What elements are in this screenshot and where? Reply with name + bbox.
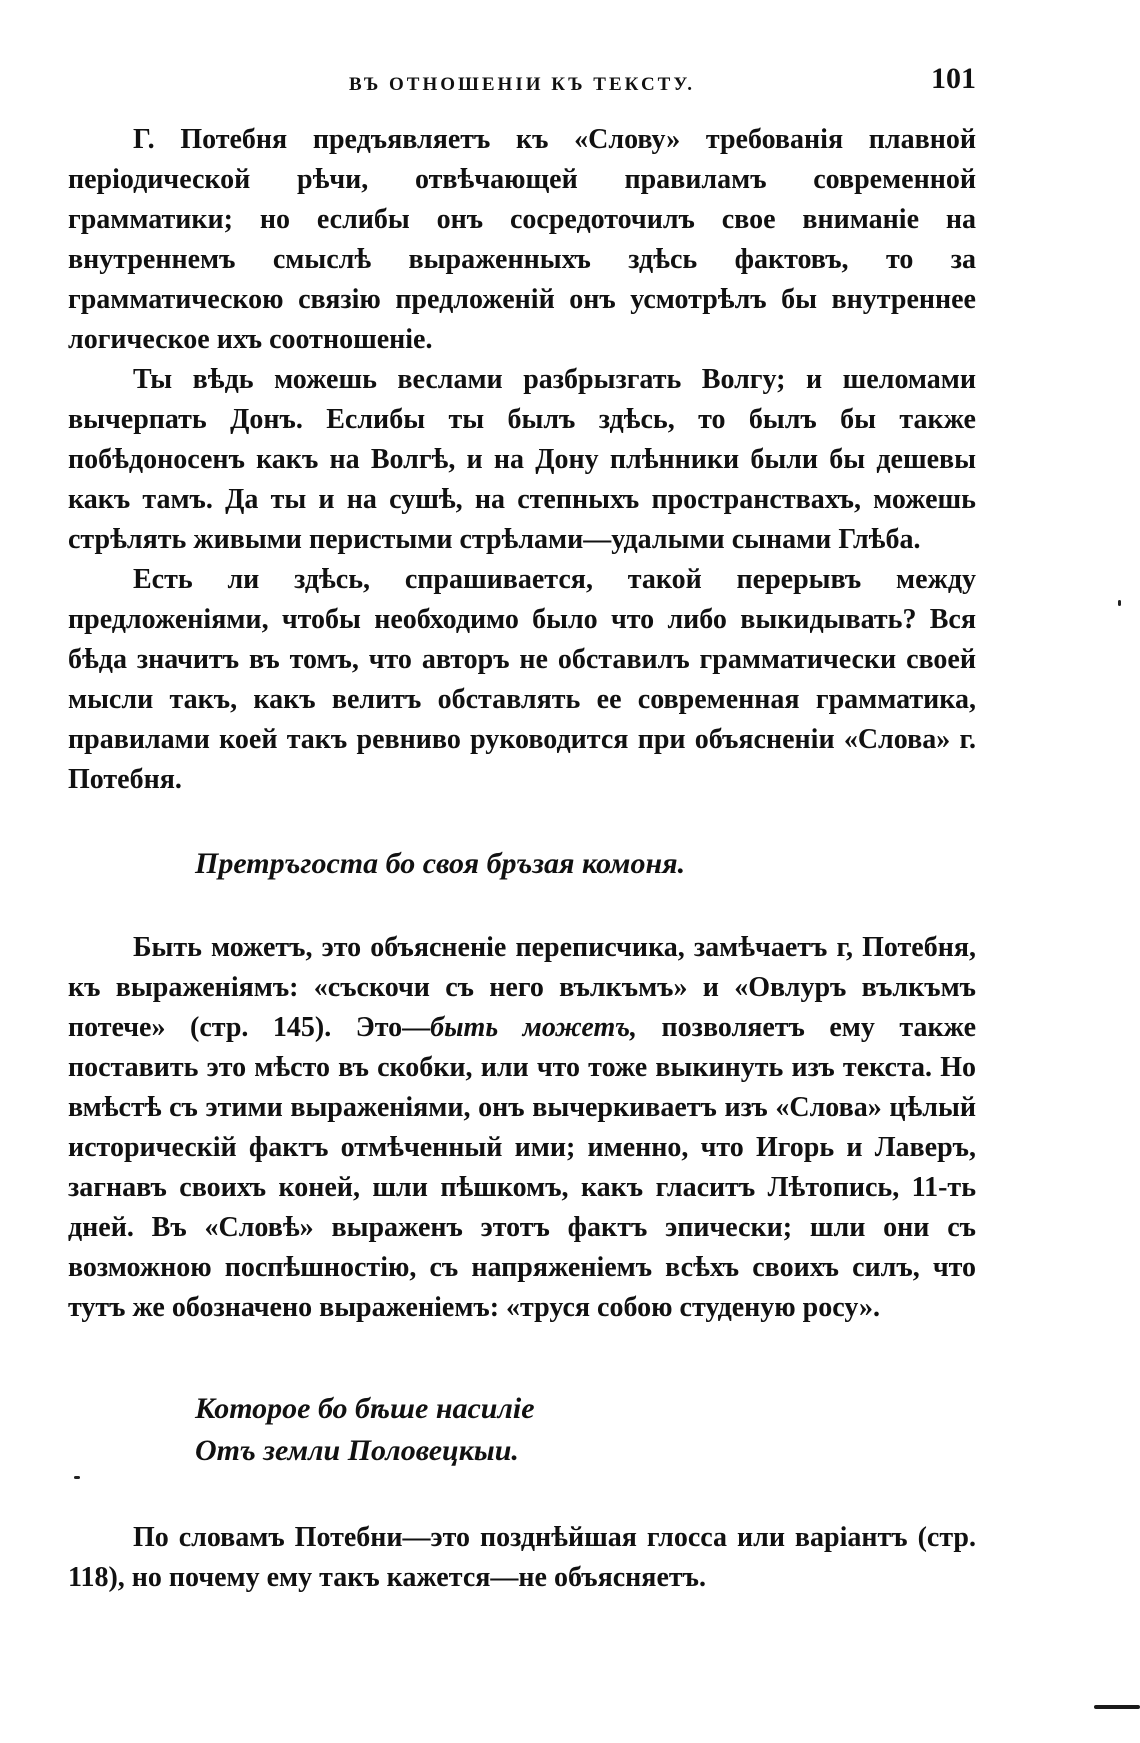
paragraph-4-part-a: Быть можетъ, это объясненіе переписчика, замѣчаетъ г, Потебня, къ выраженіямъ: «съскочи съ него вълкъмъ» и «Овлуръ вълкъмъ потече» (стр. 145). Это— [68, 932, 976, 1043]
paragraph-2: Ты вѣдь можешь веслами разбрызгать Волгу; и шеломами вычерпать Донъ. Еслибы ты былъ здѣсь, то былъ бы также побѣдоносенъ какъ на Волгѣ, и на Дону плѣнники были бы дешевы какъ тамъ. Да ты и на сушѣ, на степныхъ пространствахъ, можешь стрѣлять живыми перистыми стрѣлами—удалыми сынами Глѣба. [68, 364, 976, 555]
quoted-verse-2-line-2: Отъ земли Половецкыи. [195, 1434, 519, 1467]
running-head: ВЪ ОТНОШЕНІИ КЪ ТЕКСТУ. [349, 74, 695, 95]
spacer [68, 1328, 976, 1388]
paragraph-4-emphasis: быть можетъ, [430, 1012, 638, 1043]
paragraph-5: По словамъ Потебни—это позднѣйшая глосса или варіантъ (стр. 118), но почему ему такъ кажется—не объясняетъ. [68, 1522, 976, 1593]
paragraph-4-part-b: позволяетъ ему также поставить это мѣсто въ скобки, или что тоже выкинуть изъ текста. Но вмѣстѣ съ этими выраженіями, онъ вычеркиваетъ изъ «Слова» цѣлый историческій фактъ отмѣченный ими; именно, что Игорь и Лаверъ, загнавъ своихъ коней, шли пѣшкомъ, какъ гласитъ Лѣтопись, 11-ть дней. Въ «Словѣ» выраженъ этотъ фактъ эпически; шли они съ возможною поспѣшностію, съ напряженіемъ всѣхъ своихъ силъ, что тутъ же обозначено выраженіемъ: «труся собою студеную росу». [68, 1012, 976, 1323]
paragraph-3: Есть ли здѣсь, спрашивается, такой перерывъ между предложеніями, чтобы необходимо было что либо выкидывать? Вся бѣда значитъ въ томъ, что авторъ не обставилъ грамматически своей мысли такъ, какъ велитъ обставлять ее современная грамматика, правилами коей такъ ревниво руководится при объясненіи «Слова» г. Потебня. [68, 564, 976, 795]
page-number: 101 [931, 62, 976, 95]
paragraph-4 [68, 928, 976, 1328]
paragraph-1: Г. Потебня предъявляетъ къ «Слову» требованія плавной періодической рѣчи, отвѣчающей правиламъ современной грамматики; но еслибы онъ сосредоточилъ свое вниманіе на внутреннемъ смыслѣ выраженныхъ здѣсь фактовъ, то за грамматическою связію предложеній онъ усмотрѣлъ бы внутреннее логическое ихъ соотношеніе. [68, 124, 976, 355]
spacer [68, 1472, 976, 1518]
page-body [68, 120, 976, 1598]
quoted-verse-2-line-1: Которое бо бѣше насиліе [195, 1392, 535, 1425]
quoted-verse-1: Претръгоста бо своя бръзая комоня. [195, 847, 686, 880]
page-edge-mark [1094, 1705, 1140, 1709]
page-header [68, 52, 976, 102]
spacer [68, 885, 976, 928]
margin-tick-mark [1118, 600, 1121, 606]
spacer [68, 800, 976, 843]
margin-tick-mark [74, 1476, 80, 1479]
